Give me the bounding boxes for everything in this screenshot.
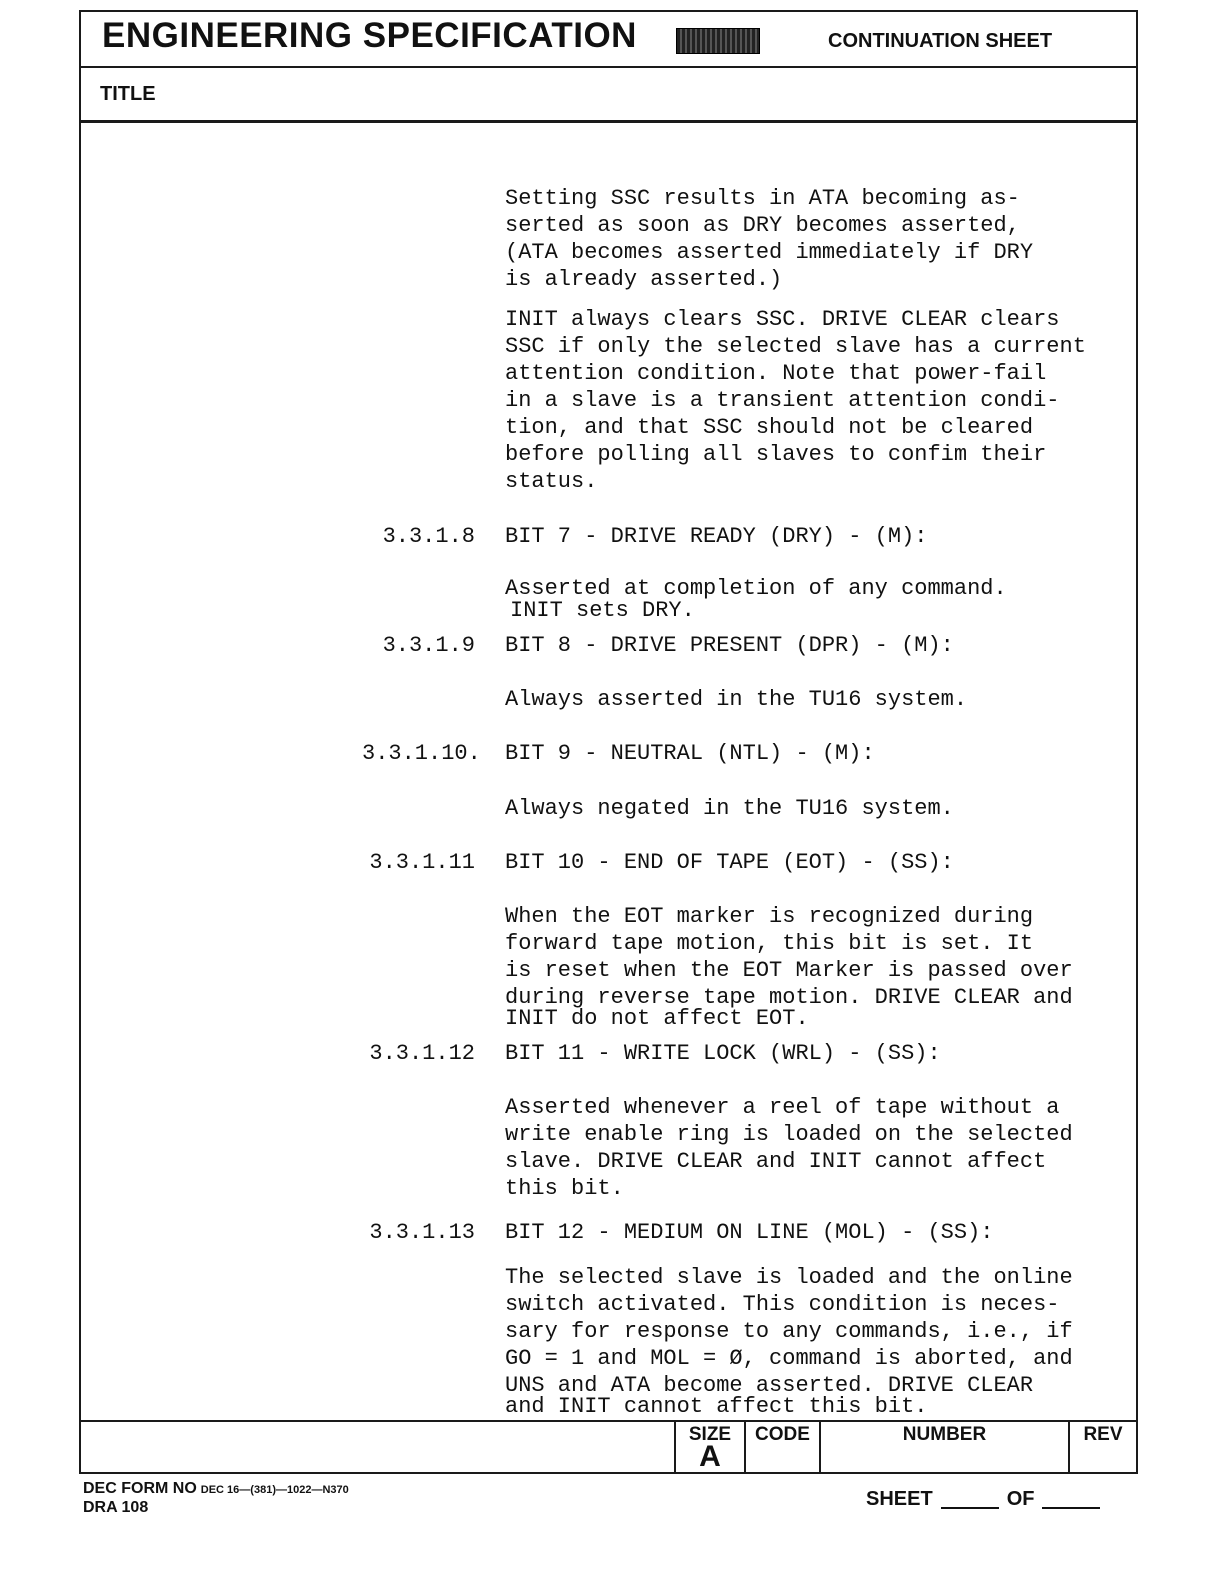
section-number: 3.3.1.9 — [382, 633, 475, 658]
section-heading: BIT 9 - NEUTRAL (NTL) - (M): — [505, 741, 875, 766]
section-heading: BIT 7 - DRIVE READY (DRY) - (M): — [505, 524, 928, 549]
title-label: TITLE — [100, 83, 156, 105]
section-body: When the EOT marker is recognized during forward tape motion, this bit is set. It is reset when the EOT Marker is passed over during reverse tape motion. DRIVE CLEAR and INIT do not affect EOT. — [505, 904, 1073, 1031]
section-body: The selected slave is loaded and the online switch activated. This condition is neces- sary for response to any commands, i.e., if GO = 1 and MOL = Ø, command is aborted, and UNS and ATA become asserted. DRIVE CLEAR and INIT cannot affect this bit. — [505, 1265, 1073, 1419]
rev-label: REV — [1083, 1424, 1123, 1445]
intro-paragraph-2: INIT always clears SSC. DRIVE CLEAR clears SSC if only the selected slave has a current attention condition. Note that power-fail in a slave is a transient attention condi- tion, and that SSC should not be cleared before polling all slaves to confim their status. — [505, 307, 1086, 494]
footer-top-rule — [79, 1420, 1138, 1422]
section-number: 3.3.1.8 — [382, 524, 475, 549]
size-label: SIZE — [688, 1424, 732, 1445]
title-divider — [79, 120, 1138, 123]
dec-logo-icon — [676, 28, 760, 54]
sheet-of-field: SHEET OF — [866, 1488, 1108, 1511]
section-heading: BIT 10 - END OF TAPE (EOT) - (SS): — [505, 850, 954, 875]
header-divider — [79, 66, 1138, 68]
continuation-sheet-label: CONTINUATION SHEET — [828, 30, 1053, 52]
section-number: 3.3.1.11 — [369, 850, 475, 875]
intro-paragraph-1: Setting SSC results in ATA becoming as- serted as soon as DRY becomes asserted, (ATA becomes asserted immediately if DRY is already asserted.) — [505, 186, 1034, 292]
section-body: Asserted at completion of any command. INIT sets DRY. — [505, 576, 1007, 623]
section-body: Always negated in the TU16 system. — [505, 796, 954, 821]
section-heading: BIT 12 - MEDIUM ON LINE (MOL) - (SS): — [505, 1220, 994, 1245]
number-label: NUMBER — [902, 1424, 987, 1445]
section-body: Always asserted in the TU16 system. — [505, 687, 968, 712]
code-label: CODE — [755, 1424, 810, 1445]
section-heading: BIT 8 - DRIVE PRESENT (DPR) - (M): — [505, 633, 954, 658]
size-value: A — [699, 1440, 721, 1473]
section-number: 3.3.1.13 — [369, 1220, 475, 1245]
sheet-blank — [941, 1507, 999, 1509]
section-body: Asserted whenever a reel of tape without a write enable ring is loaded on the selected slave. DRIVE CLEAR and INIT cannot affect this bit. — [505, 1095, 1073, 1201]
section-number: 3.3.1.12 — [369, 1041, 475, 1066]
of-blank — [1042, 1507, 1100, 1509]
form-title: ENGINEERING SPECIFICATION — [102, 16, 637, 55]
section-number: 3.3.1.10. — [362, 741, 481, 766]
section-heading: BIT 11 - WRITE LOCK (WRL) - (SS): — [505, 1041, 941, 1066]
form-number: DEC FORM NO DEC 16—(381)—1022—N370 DRA 108 — [83, 1480, 349, 1516]
